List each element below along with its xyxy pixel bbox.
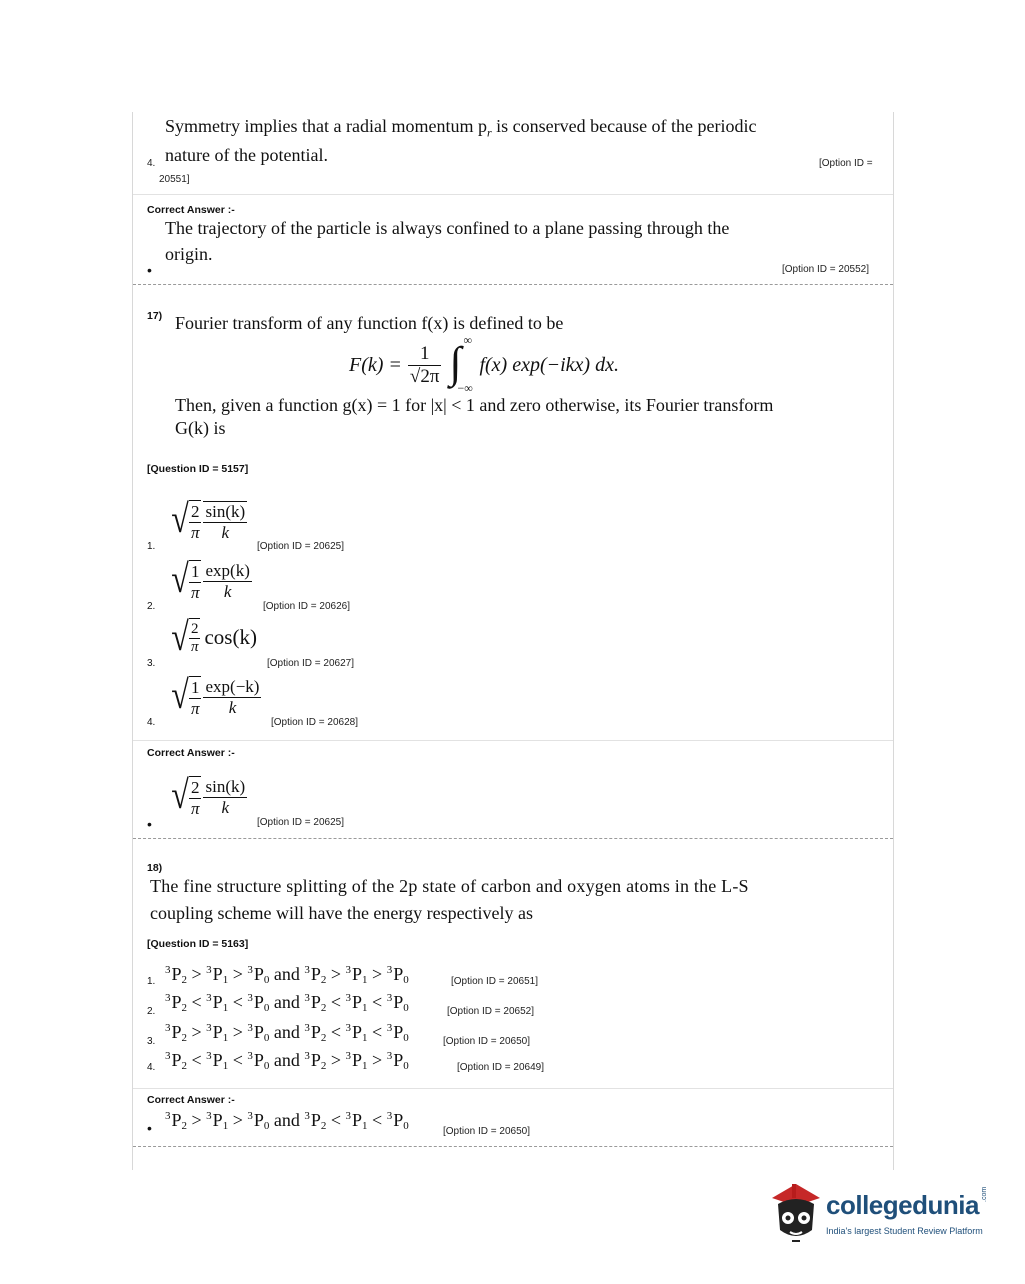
bullet: • bbox=[147, 816, 152, 832]
option-expression: $^3P_2 < ^3P_1 < ^3P_0$ and $^3P_2 < ^3P_1 < ^3P_0$ bbox=[165, 992, 409, 1014]
option-id: [Option ID = 20652] bbox=[447, 1006, 535, 1017]
divider bbox=[133, 740, 893, 741]
sqrt-icon: √ $\frac{1}{\pi}$ bbox=[171, 672, 200, 718]
option-2[interactable] bbox=[147, 556, 887, 620]
bullet: • bbox=[147, 1120, 152, 1136]
option-id: [Option ID = 20651] bbox=[451, 976, 539, 987]
option-1[interactable] bbox=[147, 496, 887, 560]
option-4-text: Symmetry implies that a radial momentum $p_r$ is conserved because of the periodic bbox=[165, 116, 757, 140]
fraction-numerator: 1 bbox=[408, 343, 442, 366]
option-expression: √ $\frac{2}{\pi}$ cos(k) bbox=[169, 618, 257, 656]
equation-lhs: F(k) = bbox=[349, 353, 402, 376]
question-id: [Question ID = 5157] bbox=[147, 463, 249, 475]
option-4[interactable] bbox=[147, 1050, 887, 1078]
sqrt-content: 2π bbox=[420, 365, 440, 387]
option-expression: $^3P_2 > ^3P_1 > ^3P_0$ and $^3P_2 < ^3P_1 < ^3P_0$ bbox=[165, 1110, 409, 1132]
integral-lower-limit: −∞ bbox=[457, 381, 473, 395]
correct-answer-label: Correct Answer :- bbox=[147, 1094, 235, 1106]
question-text: Then, given a function g(x) = 1 for |x| < 1 and zero otherwise, its Fourier transform bbox=[175, 395, 774, 415]
option-expression: √ $\frac{1}{\pi}$ $\frac{\exp(-k)}{k}$ bbox=[169, 676, 261, 719]
integrand: f(x) exp(−ikx) dx. bbox=[479, 353, 619, 376]
equation-fraction bbox=[408, 343, 442, 388]
option-number: 2. bbox=[147, 1006, 156, 1017]
integral-sign: ∫ ∞ −∞ bbox=[449, 333, 473, 395]
question-sheet bbox=[132, 112, 894, 1170]
logo-dotcom: .com bbox=[981, 1186, 988, 1202]
option-number: 2. bbox=[147, 601, 156, 612]
sqrt-icon: √ $\frac{2}{\pi}$ bbox=[171, 496, 200, 542]
option-number: 3. bbox=[147, 658, 156, 669]
option-id: [Option ID = 20625] bbox=[257, 817, 345, 828]
divider bbox=[133, 1088, 893, 1089]
option-number: 4. bbox=[147, 1062, 156, 1073]
option-id: [Option ID = 20650] bbox=[443, 1126, 531, 1137]
option-number: 3. bbox=[147, 1036, 156, 1047]
question-text-line2: coupling scheme will have the energy respectively as bbox=[150, 903, 534, 923]
option-id: [Option ID = 20627] bbox=[267, 658, 355, 669]
option-expression: $^3P_2 > ^3P_1 > ^3P_0$ and $^3P_2 < ^3P_1 < ^3P_0$ bbox=[165, 1022, 409, 1044]
correct-answer-label: Correct Answer :- bbox=[147, 204, 235, 216]
sqrt-icon: √ $\frac{2}{\pi}$ bbox=[171, 772, 200, 818]
option-id: [Option ID = 20650] bbox=[443, 1036, 531, 1047]
option-number: 1. bbox=[147, 541, 156, 552]
question-separator bbox=[133, 284, 893, 285]
correct-answer-id: [Option ID = 20552] bbox=[782, 264, 870, 275]
correct-answer bbox=[147, 772, 887, 836]
correct-answer bbox=[147, 1110, 887, 1140]
option-4-number: 4. bbox=[147, 158, 156, 169]
sqrt-icon: √ $\frac{1}{\pi}$ bbox=[171, 556, 200, 602]
divider bbox=[133, 194, 893, 195]
option-expression: √ $\frac{2}{\pi}$ $\frac{\sin(k)}{k}$ bbox=[169, 500, 247, 543]
question-intro: Fourier transform of any function f(x) is defined to be bbox=[175, 313, 564, 333]
correct-answer-text: The trajectory of the particle is always confined to a plane passing through the bbox=[165, 218, 730, 238]
fraction-denominator: √2π bbox=[409, 365, 440, 387]
question-separator bbox=[133, 1146, 893, 1147]
integral-upper-limit: ∞ bbox=[463, 333, 473, 347]
option-4-text-line2: nature of the potential. bbox=[165, 145, 328, 165]
option-id: [Option ID = 20626] bbox=[263, 601, 351, 612]
option-expression: $^3P_2 < ^3P_1 < ^3P_0$ and $^3P_2 > ^3P_1 > ^3P_0$ bbox=[165, 1050, 409, 1072]
option-expression: √ $\frac{2}{\pi}$ $\frac{\sin(k)}{k}$ bbox=[169, 776, 247, 819]
option-4[interactable] bbox=[147, 672, 887, 736]
fourier-equation bbox=[349, 333, 619, 395]
option-4-id: [Option ID = bbox=[819, 158, 873, 169]
question-separator bbox=[133, 838, 893, 839]
question-text-line2: G(k) is bbox=[175, 418, 226, 438]
question-text: The fine structure splitting of the 2p state of carbon and oxygen atoms in the L-S bbox=[150, 876, 749, 896]
logo-tagline: India's largest Student Review Platform bbox=[826, 1226, 983, 1236]
option-id: [Option ID = 20649] bbox=[457, 1062, 545, 1073]
option-expression: √ $\frac{1}{\pi}$ $\frac{\exp(k)}{k}$ bbox=[169, 560, 252, 603]
option-number: 1. bbox=[147, 976, 156, 987]
question-number: 18) bbox=[147, 862, 163, 874]
option-number: 4. bbox=[147, 717, 156, 728]
collegedunia-logo[interactable] bbox=[766, 1176, 996, 1250]
option-4-id-cont: 20551] bbox=[159, 174, 190, 185]
mascot-icon bbox=[766, 1176, 826, 1246]
bullet: • bbox=[147, 262, 152, 278]
option-2[interactable] bbox=[147, 992, 887, 1020]
question-number: 17) bbox=[147, 310, 163, 322]
option-3[interactable] bbox=[147, 614, 887, 674]
sqrt-icon: √ $\frac{2}{\pi}$ bbox=[171, 614, 199, 659]
option-3[interactable] bbox=[147, 1022, 887, 1050]
correct-answer-label: Correct Answer :- bbox=[147, 747, 235, 759]
option-expression: $^3P_2 > ^3P_1 > ^3P_0$ and $^3P_2 > ^3P_1 > ^3P_0$ bbox=[165, 964, 409, 986]
option-1[interactable] bbox=[147, 964, 887, 992]
logo-name: collegedunia bbox=[826, 1190, 979, 1220]
question-id: [Question ID = 5163] bbox=[147, 938, 249, 950]
correct-answer-text-line2: origin. bbox=[165, 244, 213, 264]
option-id: [Option ID = 20628] bbox=[271, 717, 359, 728]
option-id: [Option ID = 20625] bbox=[257, 541, 345, 552]
